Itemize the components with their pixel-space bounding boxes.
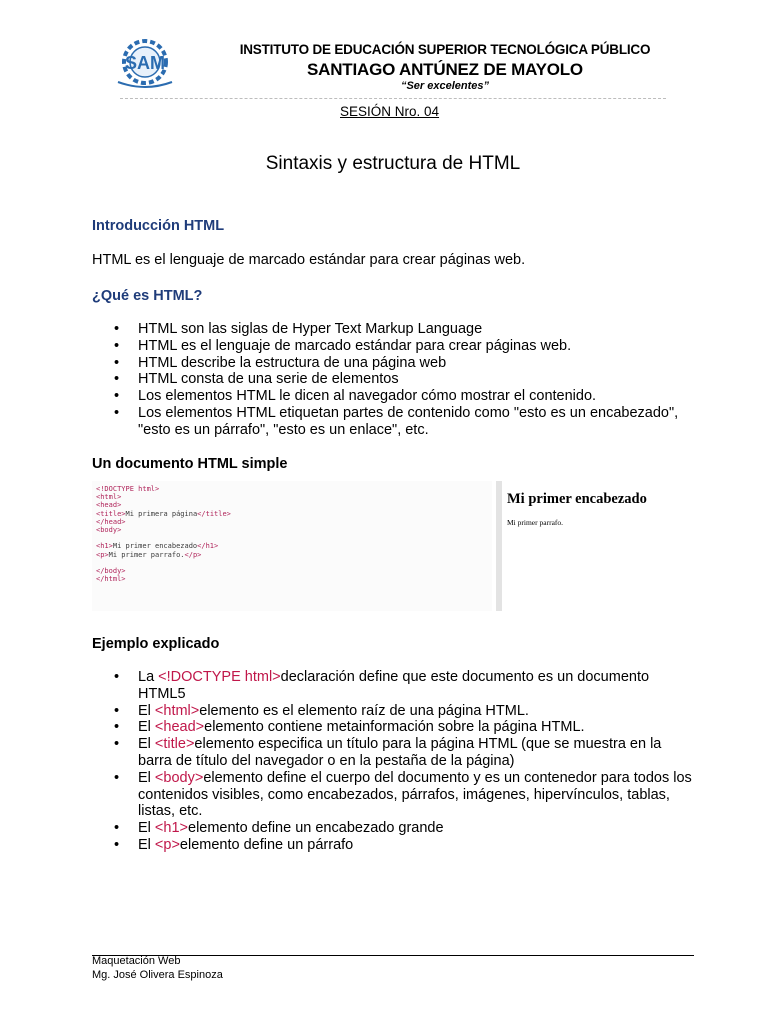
what-heading: ¿Qué es HTML? (92, 288, 203, 304)
institute-name: INSTITUTO DE EDUCACIÓN SUPERIOR TECNOLÓGICA PÚBLICO (239, 42, 651, 57)
code-example (92, 481, 492, 611)
code-line: </body> (96, 567, 126, 575)
intro-heading: Introducción HTML (92, 218, 225, 234)
footer-course: Maquetación Web (92, 955, 181, 967)
list-item: • El <head>elemento contiene metainformación sobre la página HTML. (114, 719, 585, 736)
what-list (92, 321, 692, 439)
list-item: • El <title>elemento especifica un título para la página HTML (que se muestra en la barra de título del navegador o en la pestaña de la página) (114, 736, 662, 769)
list-item: • El <html>elemento es el elemento raíz de una página HTML. (114, 702, 529, 719)
list-item: • HTML consta de una serie de elementos (114, 371, 399, 388)
code-line (96, 534, 488, 542)
tag-name: <body> (154, 769, 204, 786)
header-divider (120, 98, 666, 99)
tag-name: <p> (154, 836, 180, 853)
preview-heading: Mi primer encabezado (507, 491, 647, 507)
list-item: • HTML describe la estructura de una página web (114, 354, 447, 371)
code-line: <html> (96, 493, 122, 502)
institute-logo (112, 38, 178, 94)
intro-text: HTML es el lenguaje de marcado estándar para crear páginas web. (92, 252, 526, 268)
tag-name: <head> (154, 719, 205, 736)
code-line: <p>Mi primer parrafo.</p> (96, 550, 202, 559)
tag-name: <!DOCTYPE html> (158, 669, 281, 685)
logo-text: SAM (125, 53, 165, 73)
code-line: </head> (96, 517, 126, 526)
document-title: Sintaxis y estructura de HTML (265, 153, 521, 174)
preview-paragraph: Mi primer parrafo. (507, 518, 564, 527)
code-line: </html> (96, 575, 126, 584)
code-line (96, 559, 488, 567)
code-line: <head> (96, 501, 122, 510)
list-item: • El <h1>elemento define un encabezado grande (114, 820, 444, 837)
list-item: • El <body>elemento define el cuerpo del documento y es un contenedor para todos los contenidos visibles, como encabezados, párrafos, imágenes, hipervínculos, tablas, listas, etc. (114, 769, 692, 820)
list-item: • HTML son las siglas de Hyper Text Markup Language (114, 321, 483, 337)
footer-divider (92, 955, 694, 956)
list-item: • HTML es el lenguaje de marcado estándar para crear páginas web. (114, 337, 572, 354)
school-name: SANTIAGO ANTÚNEZ DE MAYOLO (307, 60, 583, 79)
list-item: • Los elementos HTML etiquetan partes de contenido como "esto es un encabezado", "esto es un párrafo", "esto es un enlace", etc. (114, 404, 679, 438)
explained-heading: Ejemplo explicado (92, 636, 220, 652)
tag-name: <html> (154, 702, 200, 719)
code-line: <h1>Mi primer encabezado</h1> (96, 542, 219, 551)
code-line: <body> (96, 526, 122, 535)
explained-list (92, 669, 692, 854)
list-item: • Los elementos HTML le dicen al navegador cómo mostrar el contenido. (114, 388, 597, 405)
footer-teacher: Mg. José Olivera Espinoza (92, 969, 223, 981)
institute-motto: “Ser excelentes” (400, 80, 490, 92)
list-item: • La <!DOCTYPE html>declaración define que este documento es un documento HTML5 (114, 669, 650, 702)
code-line: <!DOCTYPE html> (96, 485, 160, 493)
code-text (92, 481, 492, 587)
list-item: • El <p>elemento define un párrafo (114, 836, 354, 853)
browser-preview (502, 481, 694, 611)
tag-name: <title> (154, 736, 195, 753)
session-number: SESIÓN Nro. 04 (340, 104, 440, 119)
tag-name: <h1> (154, 820, 188, 837)
code-line: <title>Mi primera página</title> (96, 509, 231, 518)
simple-doc-heading: Un documento HTML simple (92, 456, 288, 472)
